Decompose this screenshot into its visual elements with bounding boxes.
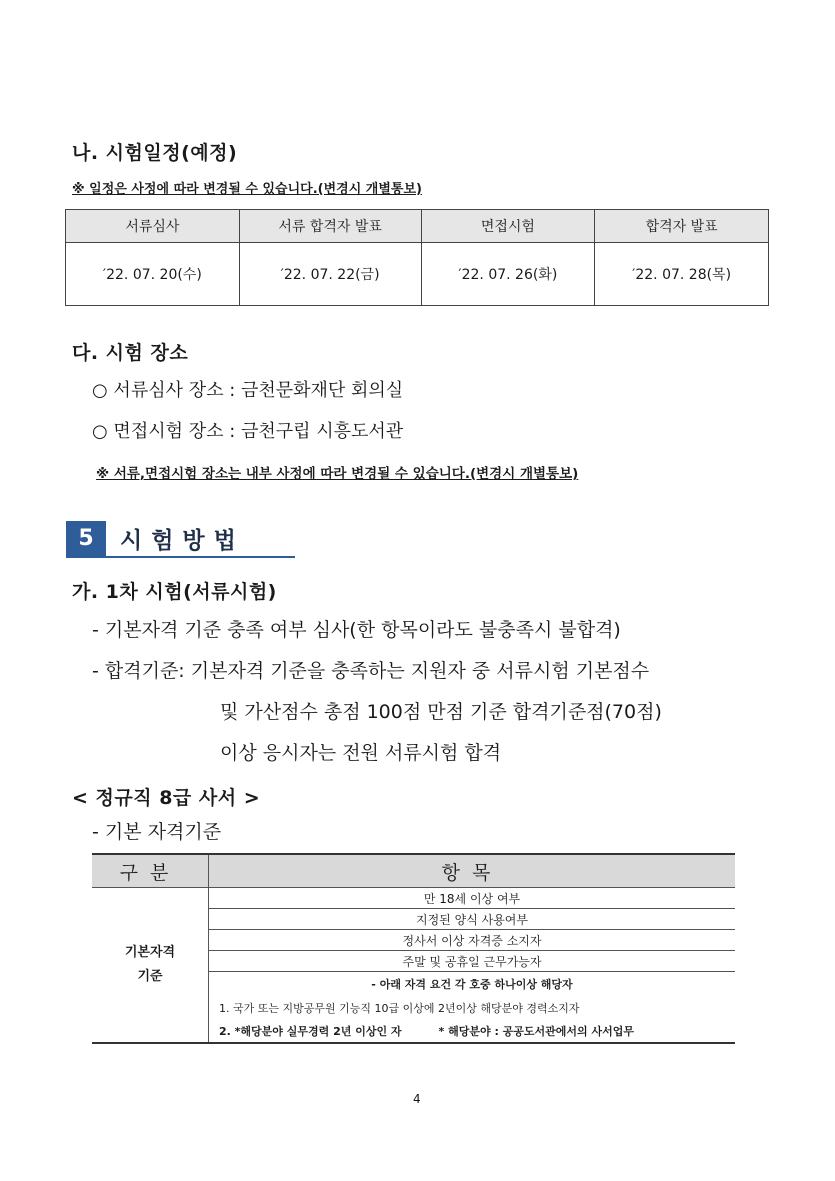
qual-condition-2b: * 해당분야 : 공공도서관에서의 사서업무: [438, 1024, 635, 1038]
position-subheading: - 기본 자격기준: [92, 821, 222, 843]
qual-category-line-2: 기준: [137, 969, 163, 984]
venue-item-1: ○ 서류심사 장소 : 금천문화재단 회의실: [92, 380, 404, 401]
venue-item-2: ○ 면접시험 장소 : 금천구립 시흥도서관: [92, 421, 404, 442]
qual-condition-1: 1. 국가 또는 지방공무원 기능직 10급 이상에 2년이상 해당분야 경력소지자: [219, 1001, 580, 1015]
schedule-table: [65, 209, 769, 306]
qualification-table: [92, 853, 735, 1044]
qual-category-line-1: 기본자격: [124, 945, 176, 960]
first-exam-heading: 가. 1차 시험(서류시험): [72, 581, 277, 603]
qual-item-3: 정사서 이상 자격증 소지자: [209, 930, 736, 951]
section-underline: [66, 556, 295, 558]
schedule-note: ※ 일정은 사정에 따라 변경될 수 있습니다.(변경시 개별통보): [72, 182, 422, 197]
schedule-date-3: ′22. 07. 26(화): [421, 243, 595, 306]
qual-item-4: 주말 및 공휴일 근무가능자: [209, 951, 736, 972]
schedule-date-4: ′22. 07. 28(목): [595, 243, 769, 306]
schedule-col-1: 서류심사: [66, 210, 240, 243]
qual-condition-title: - 아래 자격 요건 각 호중 하나이상 해당자: [371, 978, 573, 991]
qual-item-1: 만 18세 이상 여부: [209, 888, 736, 909]
first-exam-line-1: - 기본자격 기준 충족 여부 심사(한 항목이라도 불충족시 불합격): [92, 619, 621, 641]
section-number-badge: 5: [66, 521, 106, 556]
qual-condition-2a: 2. *해당분야 실무경력 2년 이상인 자: [219, 1024, 402, 1038]
qual-category: [92, 888, 209, 1044]
qual-col-category: 구분: [92, 854, 209, 888]
page-number: 4: [413, 1092, 421, 1106]
schedule-col-2: 서류 합격자 발표: [239, 210, 421, 243]
venue-note: ※ 서류,면접시험 장소는 내부 사정에 따라 변경될 수 있습니다.(변경시 개별통보): [96, 466, 579, 482]
schedule-col-4: 합격자 발표: [595, 210, 769, 243]
qual-col-items: 항목: [209, 854, 736, 888]
first-exam-line-3: 및 가산점수 총점 100점 만점 기준 합격기준점(70점): [220, 701, 662, 723]
schedule-heading: 나. 시험일정(예정): [72, 142, 238, 164]
first-exam-line-2: - 합격기준: 기본자격 기준을 충족하는 지원자 중 서류시험 기본점수: [92, 660, 650, 682]
qual-condition-2: [209, 1019, 736, 1043]
schedule-date-2: ′22. 07. 22(금): [239, 243, 421, 306]
schedule-col-3: 면접시험: [421, 210, 595, 243]
section-title: 시험방법: [120, 528, 245, 554]
position-heading: < 정규직 8급 사서 >: [72, 787, 261, 809]
qual-item-2: 지정된 양식 사용여부: [209, 909, 736, 930]
schedule-date-1: ′22. 07. 20(수): [66, 243, 240, 306]
venue-heading: 다. 시험 장소: [72, 342, 189, 364]
first-exam-line-4: 이상 응시자는 전원 서류시험 합격: [220, 742, 502, 764]
